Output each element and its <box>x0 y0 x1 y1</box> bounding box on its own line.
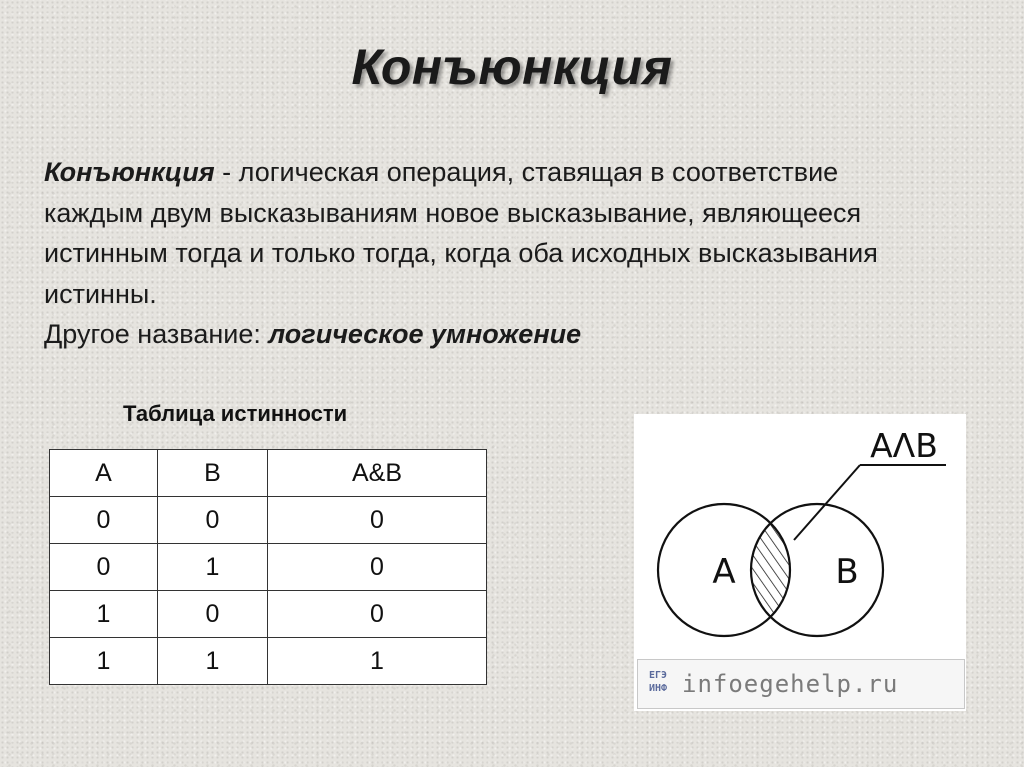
column-header: B <box>158 450 268 497</box>
table-cell: 1 <box>158 544 268 591</box>
table-cell: 0 <box>268 497 487 544</box>
watermark-box <box>637 659 965 709</box>
watermark-logo <box>643 669 673 697</box>
truth-table-header-row <box>50 450 487 497</box>
watermark-logo-line1: ЕГЭ <box>648 670 668 681</box>
table-row <box>50 497 487 544</box>
table-row <box>50 544 487 591</box>
table-cell: 1 <box>158 638 268 685</box>
column-header: A&B <box>268 450 487 497</box>
table-row <box>50 591 487 638</box>
intersection-leader-line <box>794 465 860 540</box>
truth-table <box>49 449 487 685</box>
table-cell: 1 <box>50 638 158 685</box>
watermark-logo-line2: ИНФ <box>648 683 668 694</box>
table-cell: 0 <box>158 497 268 544</box>
table-cell: 0 <box>158 591 268 638</box>
watermark <box>634 655 966 711</box>
table-cell: 0 <box>50 544 158 591</box>
table-row <box>50 638 487 685</box>
definition-term: Конъюнкция <box>44 157 215 187</box>
slide-title: Конъюнкция <box>351 39 673 95</box>
watermark-site: infoegehelp.ru <box>682 670 899 698</box>
table-cell: 0 <box>268 591 487 638</box>
set-a-label: A <box>712 552 736 592</box>
set-b-label: B <box>835 552 859 592</box>
definition-text <box>44 152 914 355</box>
intersection-label: AΛB <box>870 426 938 465</box>
alt-name-prefix: Другое название: <box>44 319 269 349</box>
column-header: A <box>50 450 158 497</box>
truth-table-caption: Таблица истинности <box>123 401 348 426</box>
table-cell: 1 <box>268 638 487 685</box>
alt-name: логическое умножение <box>268 319 582 349</box>
table-cell: 1 <box>50 591 158 638</box>
table-cell: 0 <box>50 497 158 544</box>
definition-body: - логическая операция, ставящая в соответствие каждым двум высказываниям новое высказывание, являющееся истинным тогда и только тогда, когда оба исходных высказывания истинны. <box>44 157 878 309</box>
table-cell: 0 <box>268 544 487 591</box>
